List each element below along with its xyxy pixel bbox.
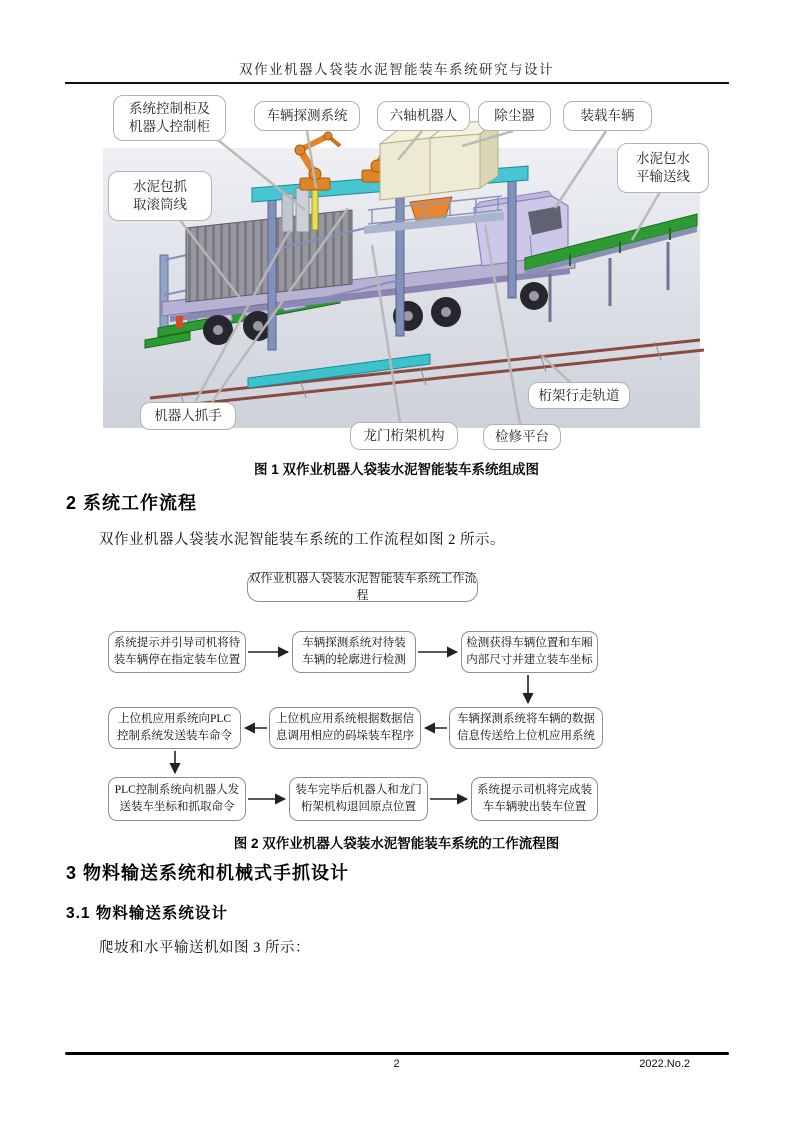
section3-paragraph: 爬坡和水平输送机如图 3 所示： xyxy=(99,940,310,956)
flow-step-send-command: 上位机应用系统向PLC 控制系统发送装车命令 xyxy=(108,707,241,749)
flow-step-plc-to-robot: PLC控制系统向机器人发 送装车坐标和抓取命令 xyxy=(108,777,246,821)
callout-vehicle-detection: 车辆探测系统 xyxy=(254,101,360,131)
figure1-system-composition xyxy=(100,90,710,458)
section2-paragraph: 双作业机器人袋装水泥智能装车系统的工作流程如图 2 所示。 xyxy=(99,532,505,548)
flow-step-detect-outline: 车辆探测系统对待装 车辆的轮廓进行检测 xyxy=(292,631,416,673)
figure2-caption: 图 2 双作业机器人袋装水泥智能装车系统的工作流程图 xyxy=(233,836,560,851)
issue-label: 2022.No.2 xyxy=(639,1058,690,1070)
flow-step-return-origin: 装车完毕后机器人和龙门 桁架机构退回原点位置 xyxy=(289,777,428,821)
callout-service-platform: 检修平台 xyxy=(483,424,561,450)
flow-title-box: 双作业机器人袋装水泥智能装车系统工作流程 xyxy=(248,570,477,602)
callout-loading-vehicle: 装载车辆 xyxy=(563,101,652,131)
section3-subheading: 3.1 物料输送系统设计 xyxy=(66,905,228,922)
flow-step-send-data: 车辆探测系统将车辆的数据 信息传送给上位机应用系统 xyxy=(449,707,603,749)
section2-heading: 2 系统工作流程 xyxy=(66,493,198,513)
callout-pickup-roller-line: 水泥包抓 取滚筒线 xyxy=(108,171,212,221)
figure1-caption: 图 1 双作业机器人袋装水泥智能装车系统组成图 xyxy=(253,462,539,477)
callout-control-cabinets: 系统控制柜及 机器人控制柜 xyxy=(113,95,226,141)
callout-robot-gripper: 机器人抓手 xyxy=(140,402,236,430)
page-number: 2 xyxy=(393,1058,400,1070)
figure2-workflow-chart xyxy=(90,560,710,852)
section3-heading: 3 物料输送系统和机械式手抓设计 xyxy=(66,863,350,883)
callout-horizontal-conveyor: 水泥包水 平输送线 xyxy=(617,143,709,193)
header-rule xyxy=(65,82,729,84)
flow-step-build-coordinates: 检测获得车辆位置和车厢 内部尺寸并建立装车坐标 xyxy=(461,631,598,673)
callout-six-axis-robot: 六轴机器人 xyxy=(377,101,470,131)
flow-step-guide-vehicle: 系统提示并引导司机将待 装车辆停在指定装车位置 xyxy=(108,631,246,673)
flow-step-call-program: 上位机应用系统根据数据信 息调用相应的码垛装车程序 xyxy=(269,707,421,749)
callout-gantry-mechanism: 龙门桁架机构 xyxy=(350,422,458,450)
callout-dust-collector: 除尘器 xyxy=(478,101,551,131)
flow-step-drive-out: 系统提示司机将完成装 车车辆驶出装车位置 xyxy=(471,777,598,821)
callout-travel-track: 桁架行走轨道 xyxy=(528,382,630,409)
footer-rule xyxy=(65,1052,729,1055)
running-header: 双作业机器人袋装水泥智能装车系统研究与设计 xyxy=(239,62,554,77)
